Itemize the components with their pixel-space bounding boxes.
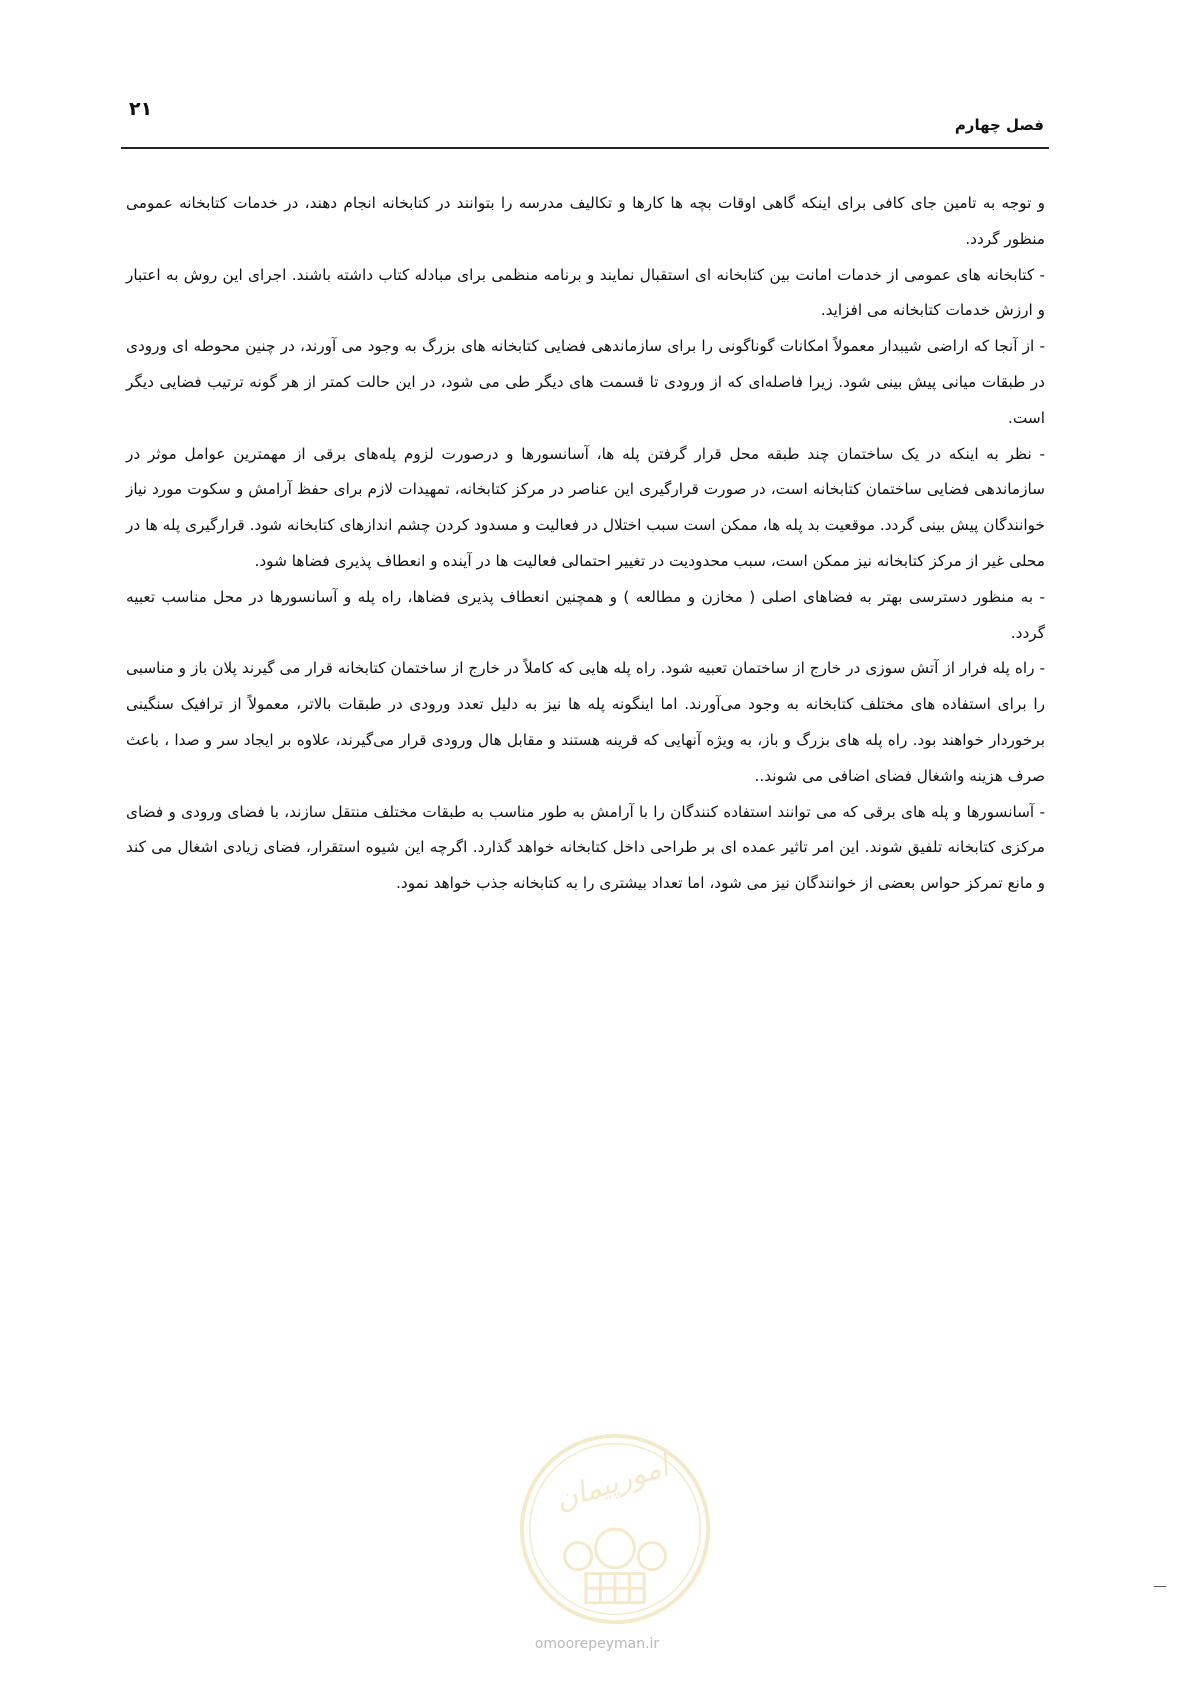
watermark-logo-text: امورپیمان [551, 1448, 673, 1517]
page-number: ۲۱ [129, 98, 153, 120]
body-text [126, 186, 1045, 902]
paragraph: - راه پله فرار از آتش سوزی در خارج از ساختمان تعبیه شود. راه پله هایی که کاملاً در خارج از ساختمان کتابخانه قرار می گیرند پلان باز و مناسبی را برای استفاده های مختلف کتابخانه به وجود می‌آورند. اما اینگونه پله ها نیز به دلیل تعدد ورودی در طبقات بالاتر، معمولاً از ترافیک سنگینی برخوردار خواهند بود. راه پله های بزرگ و باز، به ویژه آنهایی که قرینه هستند و مقابل هال ورودی قرار می‌گیرند، علاوه بر ایجاد سر و صدا ، باعث صرف هزینه واشغال فضای اضافی می شوند.. [126, 659, 1045, 785]
chapter-title: فصل چهارم [954, 116, 1044, 134]
paragraph: - آسانسورها و پله های برقی که می توانند استفاده کنندگان را با آرامش به طور مناسب به طبقات مختلف منتقل سازند، با فضای ورودی و فضای مرکزی کتابخانه تلفیق شوند. این امر تاثیر عمده ای بر طراحی داخل کتابخانه خواهد گذارد. اگرچه این شیوه استقرار، فضای زیادی اشغال می کند و مانع تمرکز حواس بعضی از خوانندگان نیز می شود، اما تعداد بیشتری را به کتابخانه جذب خواهد نمود. [126, 802, 1045, 893]
paragraph: و توجه به تامین جای کافی برای اینکه گاهی اوقات بچه ها کارها و تکالیف مدرسه را بتوانند در کتابخانه انجام دهند، در خدمات کتابخانه عمومی منظور گردد. [126, 194, 1045, 248]
header-rule [121, 147, 1049, 149]
margin-mark [1154, 1586, 1166, 1587]
watermark-logo [518, 1432, 712, 1626]
watermark-site: omoorepeyman.ir [534, 1636, 660, 1652]
paragraph: - به منظور دسترسی بهتر به فضاهای اصلی ( مخازن و مطالعه ) و همچنین انعطاف پذیری فضاها، راه پله و آسانسورها در محل مناسب تعبیه گردد. [126, 587, 1045, 642]
paragraph: - نظر به اینکه در یک ساختمان چند طبقه محل قرار گرفتن پله ها، آسانسورها و درصورت لزوم پله‌های برقی از مهمترین عوامل موثر در سازماندهی فضایی ساختمان کتابخانه است، در صورت قرارگیری این عناصر در مرکز کتابخانه، تمهیدات لازم برای حفظ آرامش و سکوت مورد نیاز خوانندگان پیش بینی گردد. موقعیت بد پله ها، ممکن است سبب اختلال در فعالیت و مسدود کردن چشم اندازهای کتابخانه شود. قرارگیری پله ها در محلی غیر از مرکز کتابخانه نیز ممکن است، سبب محدودیت در تغییر احتمالی فعالیت ها در آینده و انعطاف پذیری فضاها شود. [126, 444, 1045, 570]
paragraph: - از آنجا که اراضی شیبدار معمولاً امکانات گوناگونی را برای سازماندهی فضایی کتابخانه های بزرگ به وجود می آورند، در چنین محوطه ای ورودی در طبقات میانی پیش بینی شود. زیرا فاصله‌ای که از ورودی تا قسمت های دیگر طی می شود، در این حالت کمتر از هر گونه ترتیب فضایی دیگر است. [126, 337, 1045, 427]
paragraph: - کتابخانه های عمومی از خدمات امانت بین کتابخانه ای استقبال نمایند و برنامه منظمی برای مبادله کتاب داشته باشند. اجرای این روش به اعتبار و ارزش خدمات کتابخانه می افزاید. [126, 265, 1045, 320]
